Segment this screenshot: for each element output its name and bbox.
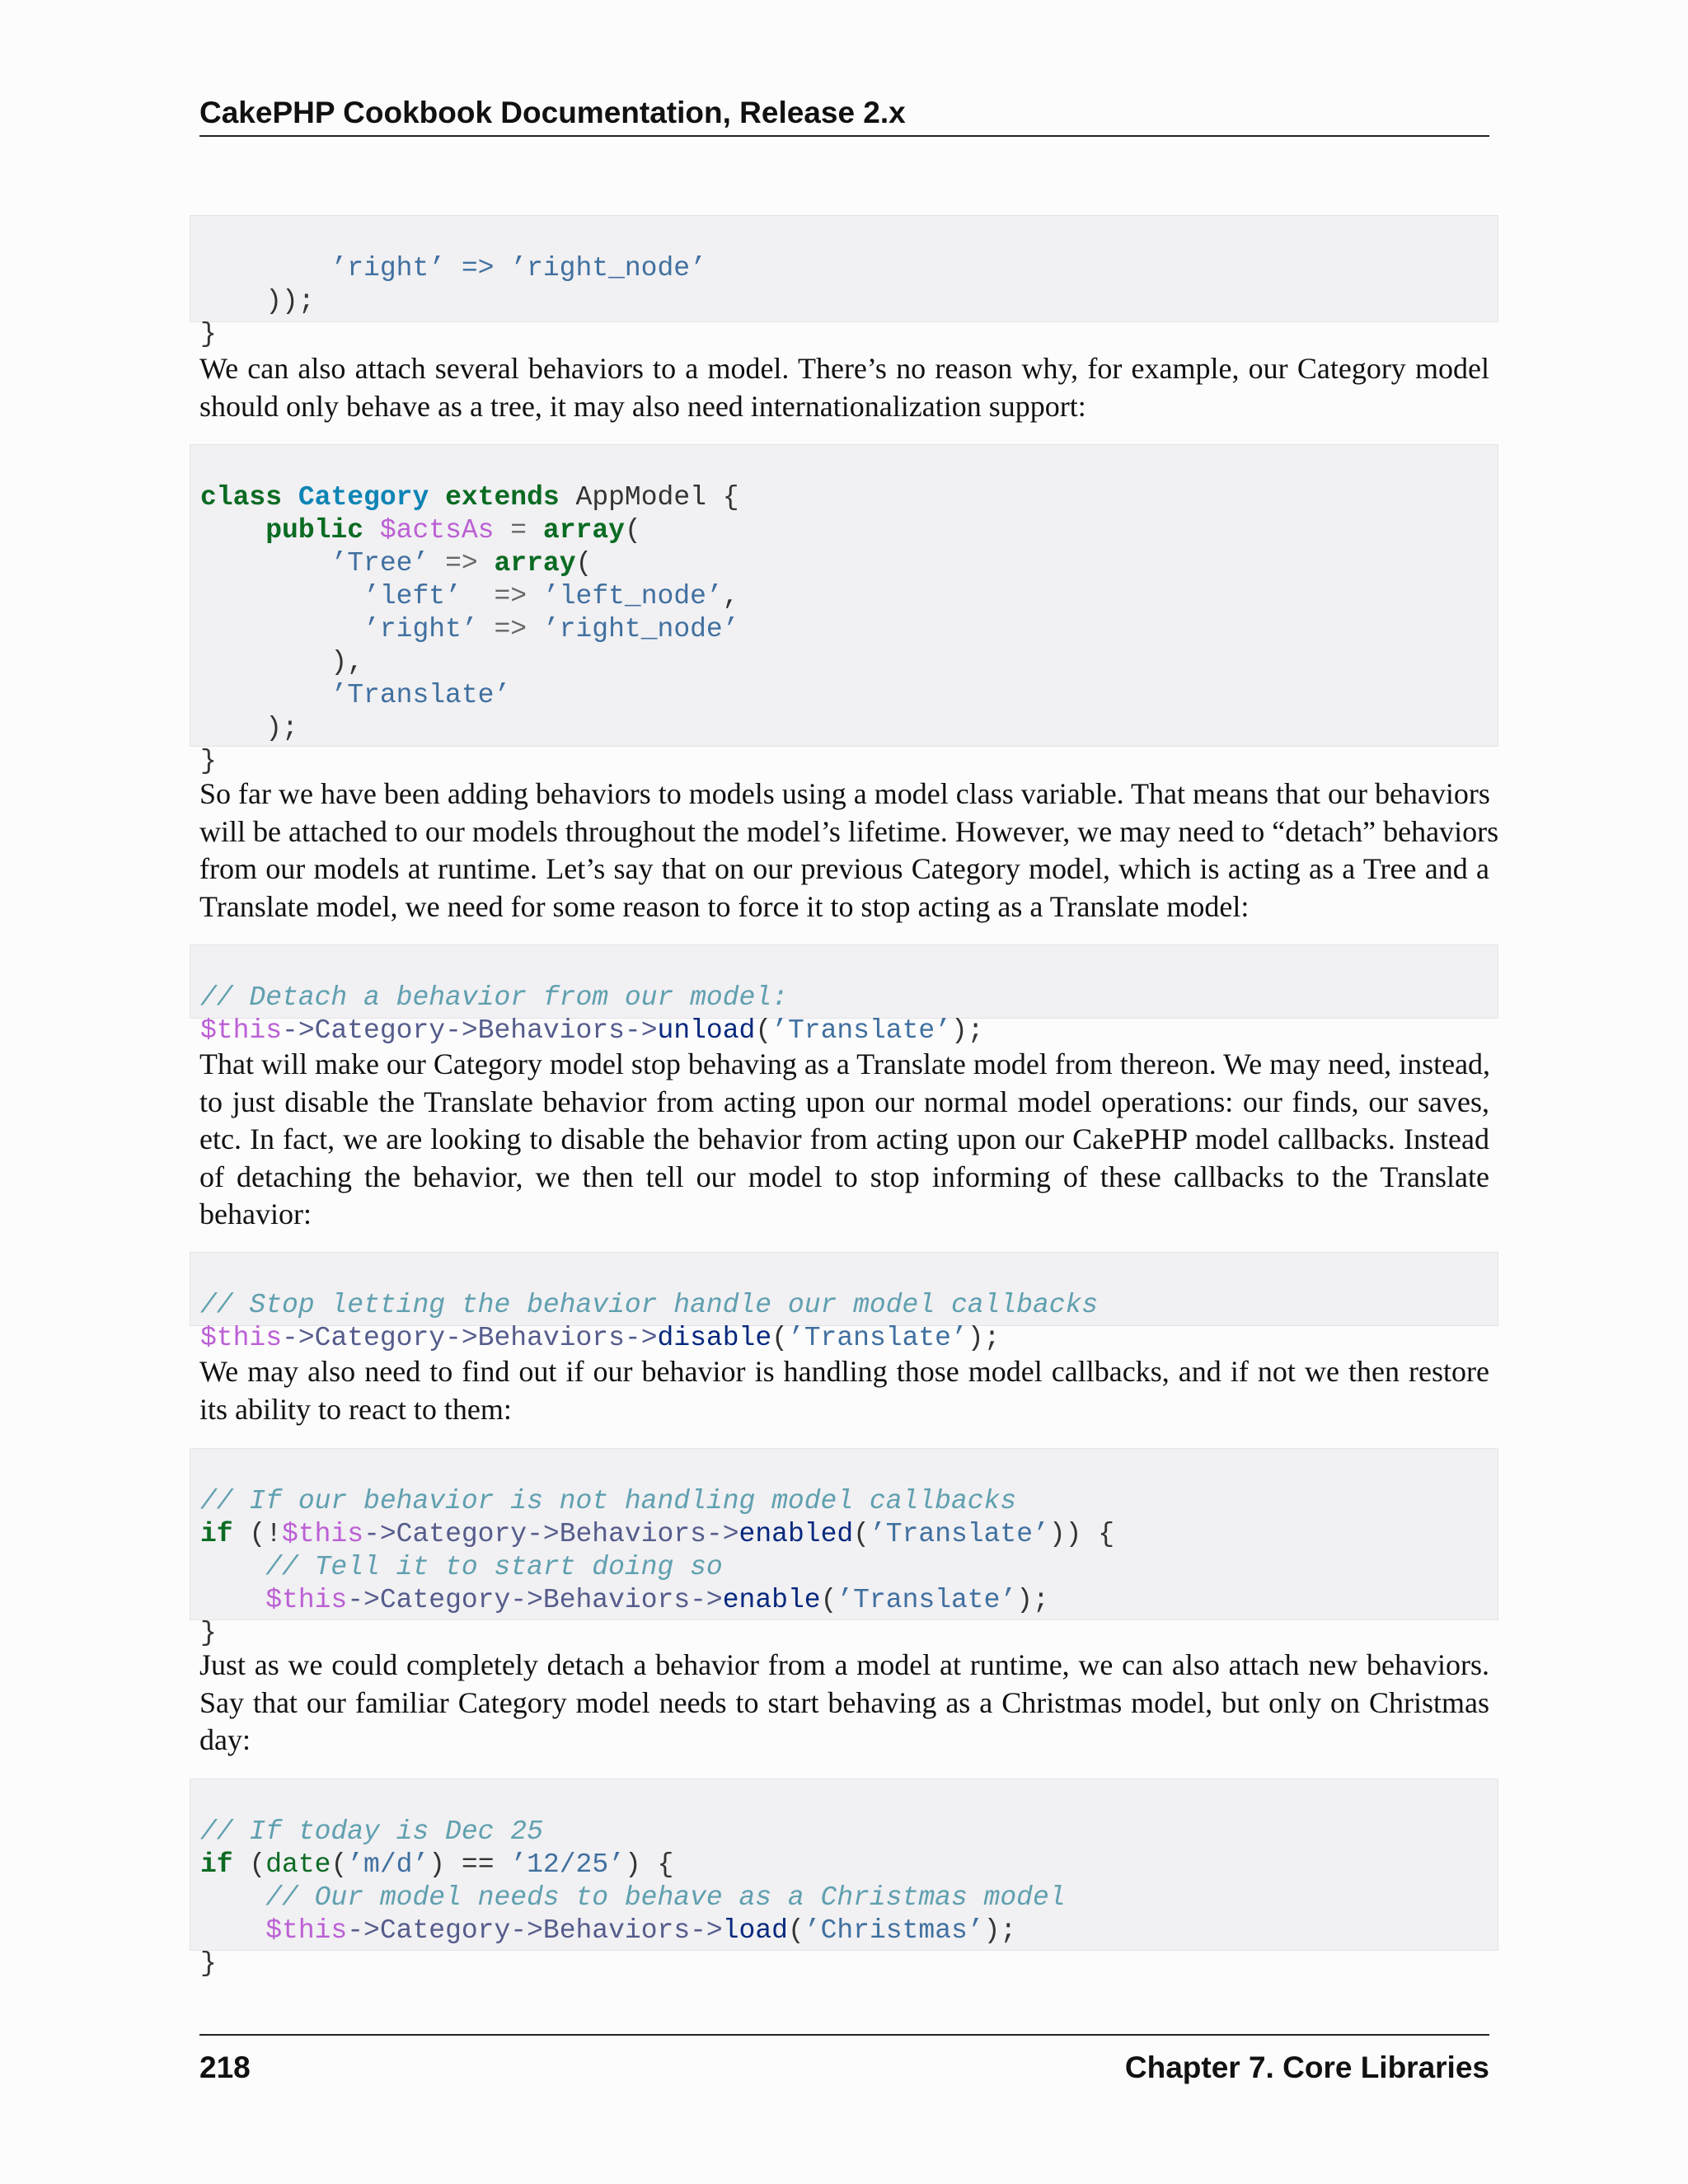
code-comment: // Our model needs to behave as a Christmas model — [200, 1882, 1066, 1913]
paragraph-line: We may also need to find out if our behavior is handling those model callbacks, and if not we then restore — [199, 1355, 1489, 1388]
paragraph-line: So far we have been adding behaviors to models using a model class variable. That means that our behaviors — [199, 777, 1490, 810]
code-line: $this->Category->Behaviors->unload(’Translate’); — [200, 1015, 984, 1046]
code-line: $this->Category->Behaviors->enable(’Translate’); — [265, 1585, 1049, 1615]
paragraph-1 — [199, 350, 1489, 425]
code-line: $this->Category->Behaviors->disable(’Translate’); — [200, 1323, 1001, 1353]
paragraph-line: Say that our familiar Category model needs to start behaving as a Christmas model, but only on Christmas — [199, 1685, 1489, 1719]
code-line: if (!$this->Category->Behaviors->enabled(’Translate’)) { — [200, 1519, 1115, 1549]
header-title: CakePHP Cookbook Documentation, Release 2.x — [199, 96, 906, 129]
code-comment: // If our behavior is not handling model callbacks — [200, 1486, 1017, 1516]
paragraph-line: We can also attach several behaviors to a model. There’s no reason why, for example, our Category model — [199, 352, 1489, 385]
paragraph-line: etc. In fact, we are looking to disable the behavior from acting upon our CakePHP model callbacks. Instead — [199, 1122, 1489, 1155]
chapter-title: Chapter 7. Core Libraries — [1124, 2050, 1489, 2084]
code-comment: // If today is Dec 25 — [200, 1816, 543, 1847]
paragraph-line: its ability to react to them: — [199, 1392, 512, 1426]
code-comment: // Tell it to start doing so — [200, 1552, 723, 1582]
code-line: ’right’ => ’right_node’ — [200, 253, 706, 284]
code-block-1 — [190, 215, 1498, 349]
paragraph-line: of detaching the behavior, we then tell our model to stop informing of these callbacks to the Translate — [199, 1160, 1489, 1193]
page-header — [199, 89, 1489, 137]
paragraph-line: Translate model, we need for some reason to force it to stop acting as a Translate model: — [199, 889, 1250, 923]
code-block-3 — [190, 944, 1498, 1046]
code-line: if (date(’m/d’) == ’12/25’) { — [200, 1849, 674, 1880]
paragraph-line: should only behave as a tree, it may also need internationalization support: — [199, 389, 1086, 423]
code-block-4 — [190, 1252, 1498, 1353]
code-line: ), — [200, 647, 364, 677]
code-line: } — [200, 746, 217, 776]
paragraph-line: behavior: — [199, 1197, 312, 1230]
code-comment: // Stop letting the behavior handle our model callbacks — [200, 1290, 1099, 1320]
page-footer — [199, 2034, 1489, 2085]
code-line: } — [200, 319, 217, 349]
code-line: ’right’ => ’right_node’ — [363, 614, 739, 644]
code-line: ’left’ => ’left_node’, — [363, 581, 739, 612]
code-block-2 — [190, 444, 1498, 776]
code-comment: // Detach a behavior from our model: — [200, 982, 788, 1013]
code-line: class Category extends AppModel { — [200, 482, 739, 513]
paragraph-line: to just disable the Translate behavior from acting upon our normal model operations: our finds, our saves, — [199, 1085, 1489, 1118]
paragraph-line: day: — [199, 1723, 251, 1756]
page-number: 218 — [199, 2050, 251, 2084]
code-line: public $actsAs = array( — [265, 515, 641, 546]
paragraph-5 — [199, 1647, 1489, 1760]
code-block-5 — [190, 1448, 1498, 1648]
paragraph-line: from our models at runtime. Let’s say that on our previous Category model, which is acting as a Tree and a — [199, 852, 1489, 885]
paragraph-4 — [199, 1353, 1489, 1428]
code-line: ’Tree’ => array( — [331, 548, 593, 579]
paragraph-3 — [199, 1046, 1489, 1234]
code-line: } — [200, 1618, 217, 1648]
code-block-6 — [190, 1779, 1498, 1979]
code-line: $this->Category->Behaviors->load(’Christmas’); — [265, 1915, 1017, 1946]
paragraph-line: That will make our Category model stop behaving as a Translate model from thereon. We may need, instead, — [199, 1047, 1491, 1080]
code-line: )); — [200, 286, 315, 316]
code-line: } — [200, 1948, 217, 1979]
paragraph-line: will be attached to our models throughout the model’s lifetime. However, we may need to “detach” behaviors — [199, 814, 1499, 848]
code-line: ); — [200, 713, 298, 743]
code-line: ’Translate’ — [331, 680, 511, 710]
paragraph-line: Just as we could completely detach a behavior from a model at runtime, we can also attach new behaviors. — [199, 1648, 1489, 1681]
paragraph-2 — [199, 776, 1499, 926]
